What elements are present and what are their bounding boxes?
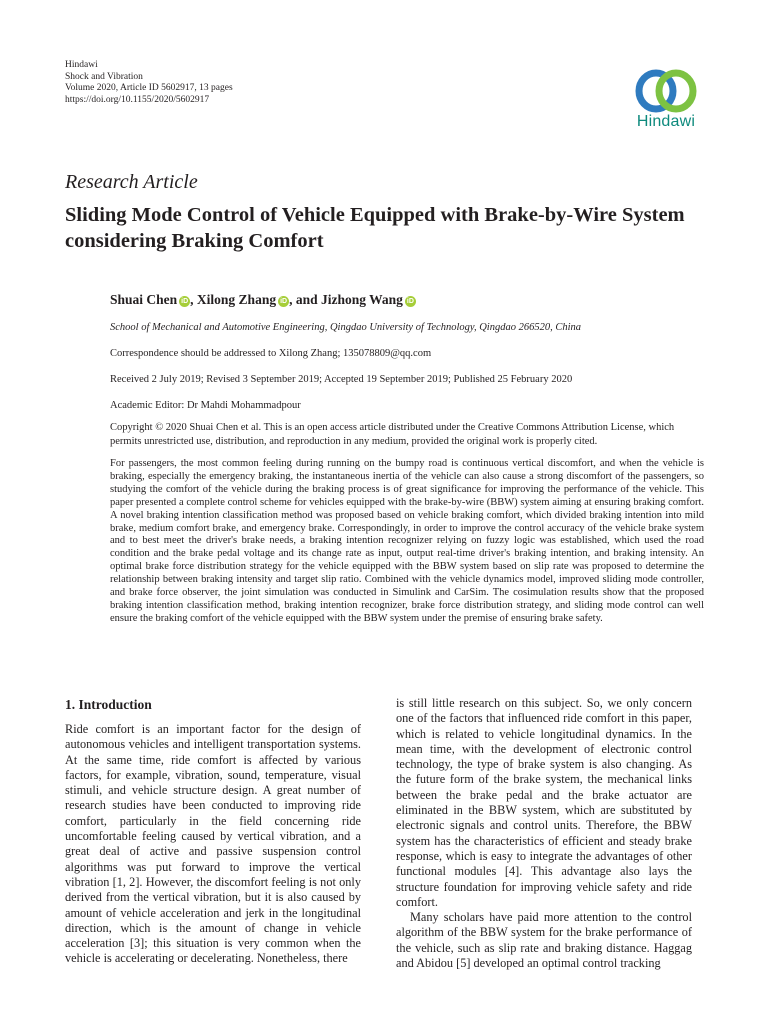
journal-meta	[65, 60, 233, 106]
orcid-icon[interactable]: iD	[280, 298, 288, 305]
author-list	[110, 292, 416, 308]
author-name[interactable]: Shuai Chen	[110, 292, 178, 307]
orcid-icon[interactable]: iD	[181, 298, 189, 305]
body-paragraph: is still little research on this subject. So, we only concern one of the factors that influenced ride comfort in this paper, which is related to vehicle longitudinal dynamics. In the mean time, with the development of electronic control technology, the type of brake system is also changing. As the future form of the brake system, the mechanical links between the brake pedal and the brake actuator are eliminated in the BBW system, which are substituted by electronic signals and control units. Therefore, the BBW system has the characteristics of efficient and steady brake response, which is easy to integrate the advantages of other functional modules [4]. This advantage also lays the structure foundation for improving vehicle safety and ride comfort.	[396, 696, 692, 909]
body-column-left	[65, 722, 361, 967]
affiliation: School of Mechanical and Automotive Engineering, Qingdao University of Technology, Qingdao 266520, China	[110, 322, 581, 333]
author-separator: , and	[289, 292, 321, 307]
abstract: For passengers, the most common feeling during running on the bumpy road is continuous vertical discomfort, and when the vehicle is braking, especially the emergency braking, the instantaneous inertia of the vehicle can also cause a strong discomfort of the passengers, so studying the comfort of the vehicle during the braking process is of great significance for improving the performance of the vehicle. This paper presented a complete control scheme for vehicles equipped with the brake-by-wire (BBW) system aiming at ensuring braking comfort. A novel braking intention classification method was proposed based on vehicle braking comfort, which divided braking intention into mild brake, medium comfort brake, and emergency brake. Correspondingly, in order to improve the control accuracy of the vehicle brake system and to best meet the driver's brake needs, a braking intention recognizer relying on fuzzy logic was established, which used the road condition and the brake pedal voltage and its change rate as input, output real-time driver's braking intention, and braking intensity. An optimal brake force distribution strategy for the vehicle equipped with the BBW system based on slip rate was proposed to determine the relationship between braking intensity and target slip ratio. Combined with the vehicle dynamics model, improved sliding mode controller, and brake force observer, the joint simulation was conducted in Simulink and CarSim. The cosimulation results show that the proposed braking intention classification method, braking intention recognizer, brake force distribution strategy, and sliding mode control can well ensure the braking comfort of the vehicle equipped with the BBW system under the premise of ensuring brake safety.	[110, 458, 704, 624]
body-paragraph: Many scholars have paid more attention to the control algorithm of the BBW system for the brake performance of the vehicle, such as slip rate and braking distance. Haggag and Abidou [5] developed an optimal control tracking	[396, 910, 692, 971]
publisher-name: Hindawi	[65, 60, 98, 70]
copyright-notice: Copyright © 2020 Shuai Chen et al. This is an open access article distributed under the Creative Commons Attribution License, which permits unrestricted use, distribution, and reproduction in any medium, provided the original work is properly cited.	[110, 422, 675, 447]
author-name[interactable]: Jizhong Wang	[320, 292, 403, 307]
doi-link[interactable]: https://doi.org/10.1155/2020/5602917	[65, 94, 210, 105]
volume-info: Volume 2020, Article ID 5602917, 13 pages	[65, 83, 233, 93]
body-column-right	[396, 696, 692, 971]
hindawi-logo-text: Hindawi	[636, 113, 696, 130]
publication-dates: Received 2 July 2019; Revised 3 September 2019; Accepted 19 September 2019; Published 25 February 2020	[110, 374, 573, 385]
academic-editor: Academic Editor: Dr Mahdi Mohammadpour	[110, 400, 301, 411]
body-paragraph: Ride comfort is an important factor for the design of autonomous vehicles and intelligent transportation systems. At the same time, ride comfort is affected by various factors, for example, vibration, sound, temperature, visual stimuli, and vehicle structure design. A great number of research studies have been conducted to improving ride comfort, particularly in the field concerning ride uncomfortable feeling caused by vertical vibration, and a great deal of active and passive suspension control algorithms was put forward to improve the vertical vibration [1, 2]. However, the discomfort feeling is not only derived from the vertical vibration, but it is also caused by amount of vehicle acceleration and jerk in the longitudinal direction, which is the amount of change in vehicle acceleration [3]; this situation is very common when the vehicle is accelerating or decelerating. Nonetheless, there	[65, 722, 361, 966]
orcid-icon[interactable]: iD	[406, 298, 414, 305]
author-separator: ,	[190, 292, 197, 307]
article-title: Sliding Mode Control of Vehicle Equipped with Brake-by-Wire System considering Braking Comfort	[65, 204, 685, 252]
journal-name: Shock and Vibration	[65, 71, 143, 82]
section-heading: 1. Introduction	[65, 697, 152, 712]
correspondence: Correspondence should be addressed to Xilong Zhang; 135078809@qq.com	[110, 348, 432, 359]
article-type: Research Article	[65, 171, 198, 193]
author-name[interactable]: Xilong Zhang	[196, 292, 277, 307]
